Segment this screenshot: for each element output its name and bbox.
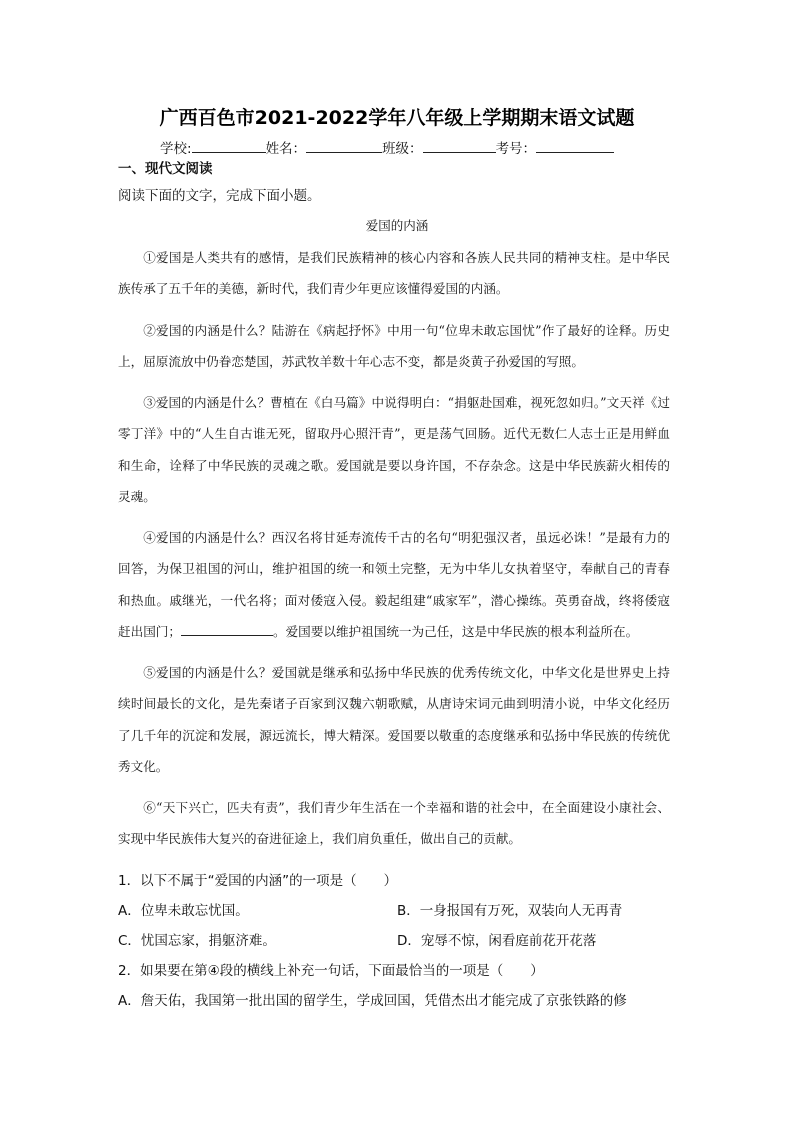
number-blank [536, 138, 614, 153]
paragraph-5: ⑤爱国的内涵是什么？爱国就是继承和弘扬中华民族的优秀传统文化，中华文化是世界史上持续时间最长的文化，是先秦诸子百家到汉魏六朝歌赋，从唐诗宋词元曲到明清小说，中华文化经历了几千年的沉淀和发展，源远流长，博大精深。爱国要以敬重的态度继承和弘扬中华民族的传统优秀文化。 [118, 665, 670, 774]
exam-title: 广西百色市2021-2022学年八年级上学期期末语文试题 [159, 107, 635, 129]
question-2-stem: 2．如果要在第④段的横线上补充一句话，下面最恰当的一项是（ ） [118, 963, 544, 979]
passage-title: 爱国的内涵 [365, 218, 429, 233]
paragraph-4-part-a: ④爱国的内涵是什么？西汉名将甘延寿流传千古的名句“明犯强汉者，虽远必诛！”是最有力的回答，为保卫祖国的河山，维护祖国的统一和领土完整，无为中华儿女执着坚守，奉献自己的青春和热血。戚继光，一代名将；面对倭寇入侵。毅起组建“戚家军”，潜心操练。英勇奋战，终将倭寇赶出国门； [118, 530, 670, 639]
number-label: 考号： [495, 141, 537, 157]
reading-instruction: 阅读下面的文字，完成下面小题。 [118, 188, 321, 204]
question-1-option-a: A．位卑未敢忘忧国。 [118, 903, 249, 919]
student-info-line [160, 138, 614, 159]
name-label: 姓名： [265, 141, 307, 157]
question-1-stem: 1．以下不属于“爱国的内涵”的一项是（ ） [118, 873, 398, 889]
school-label: 学校: [160, 141, 192, 157]
section-heading: 一、现代文阅读 [118, 161, 213, 177]
question-1-options-row-2 [118, 926, 678, 956]
question-1-option-c: C．忧国忘家，捐躯济难。 [118, 933, 276, 949]
question-1-option-b: B．一身报国有万死，双装向人无再青 [397, 903, 623, 919]
fill-in-blank [181, 623, 273, 636]
paragraph-6: ⑥“天下兴亡，匹夫有责”，我们青少年生活在一个幸福和谐的社会中，在全面建设小康社会、实现中华民族伟大复兴的奋进征途上，我们肩负重任，做出自己的贡献。 [118, 800, 670, 847]
name-blank [306, 138, 382, 153]
paragraph-1: ①爱国是人类共有的感情，是我们民族精神的核心内容和各族人民共同的精神支柱。是中华民族传承了五千年的美德，新时代，我们青少年更应该懂得爱国的内涵。 [118, 250, 670, 297]
class-label: 班级： [382, 141, 423, 157]
paragraph-4-part-b: 。爱国要以维护祖国统一为己任，这是中华民族的根本利益所在。 [272, 623, 639, 639]
paragraph-3: ③爱国的内涵是什么？曹植在《白马篇》中说得明白：“捐躯赴国难，视死忽如归。”文天祥《过零丁洋》中的“人生自古谁无死，留取丹心照汗青”，更是荡气回肠。近代无数仁人志士正是用鲜血和生命，诠释了中华民族的灵魂之歌。爱国就是要以身许国，不存杂念。这是中华民族薪火相传的灵魂。 [118, 395, 670, 504]
reading-passage [118, 242, 670, 865]
class-blank [423, 138, 496, 153]
school-blank [192, 138, 266, 153]
question-list [118, 866, 678, 1016]
question-2-option-a: A．詹天佑，我国第一批出国的留学生，学成回国，凭借杰出才能完成了京张铁路的修 [118, 993, 627, 1009]
question-1-option-d: D．宠辱不惊，闲看庭前花开花落 [397, 933, 597, 949]
paragraph-4 [118, 522, 670, 647]
paragraph-2: ②爱国的内涵是什么？陆游在《病起抒怀》中用一句“位卑未敢忘国忧”作了最好的诠释。历史上，屈原流放中仍眷恋楚国，苏武牧羊数十年心志不变，都是炎黄子孙爱国的写照。 [118, 322, 670, 369]
question-1-options-row-1 [118, 896, 678, 926]
